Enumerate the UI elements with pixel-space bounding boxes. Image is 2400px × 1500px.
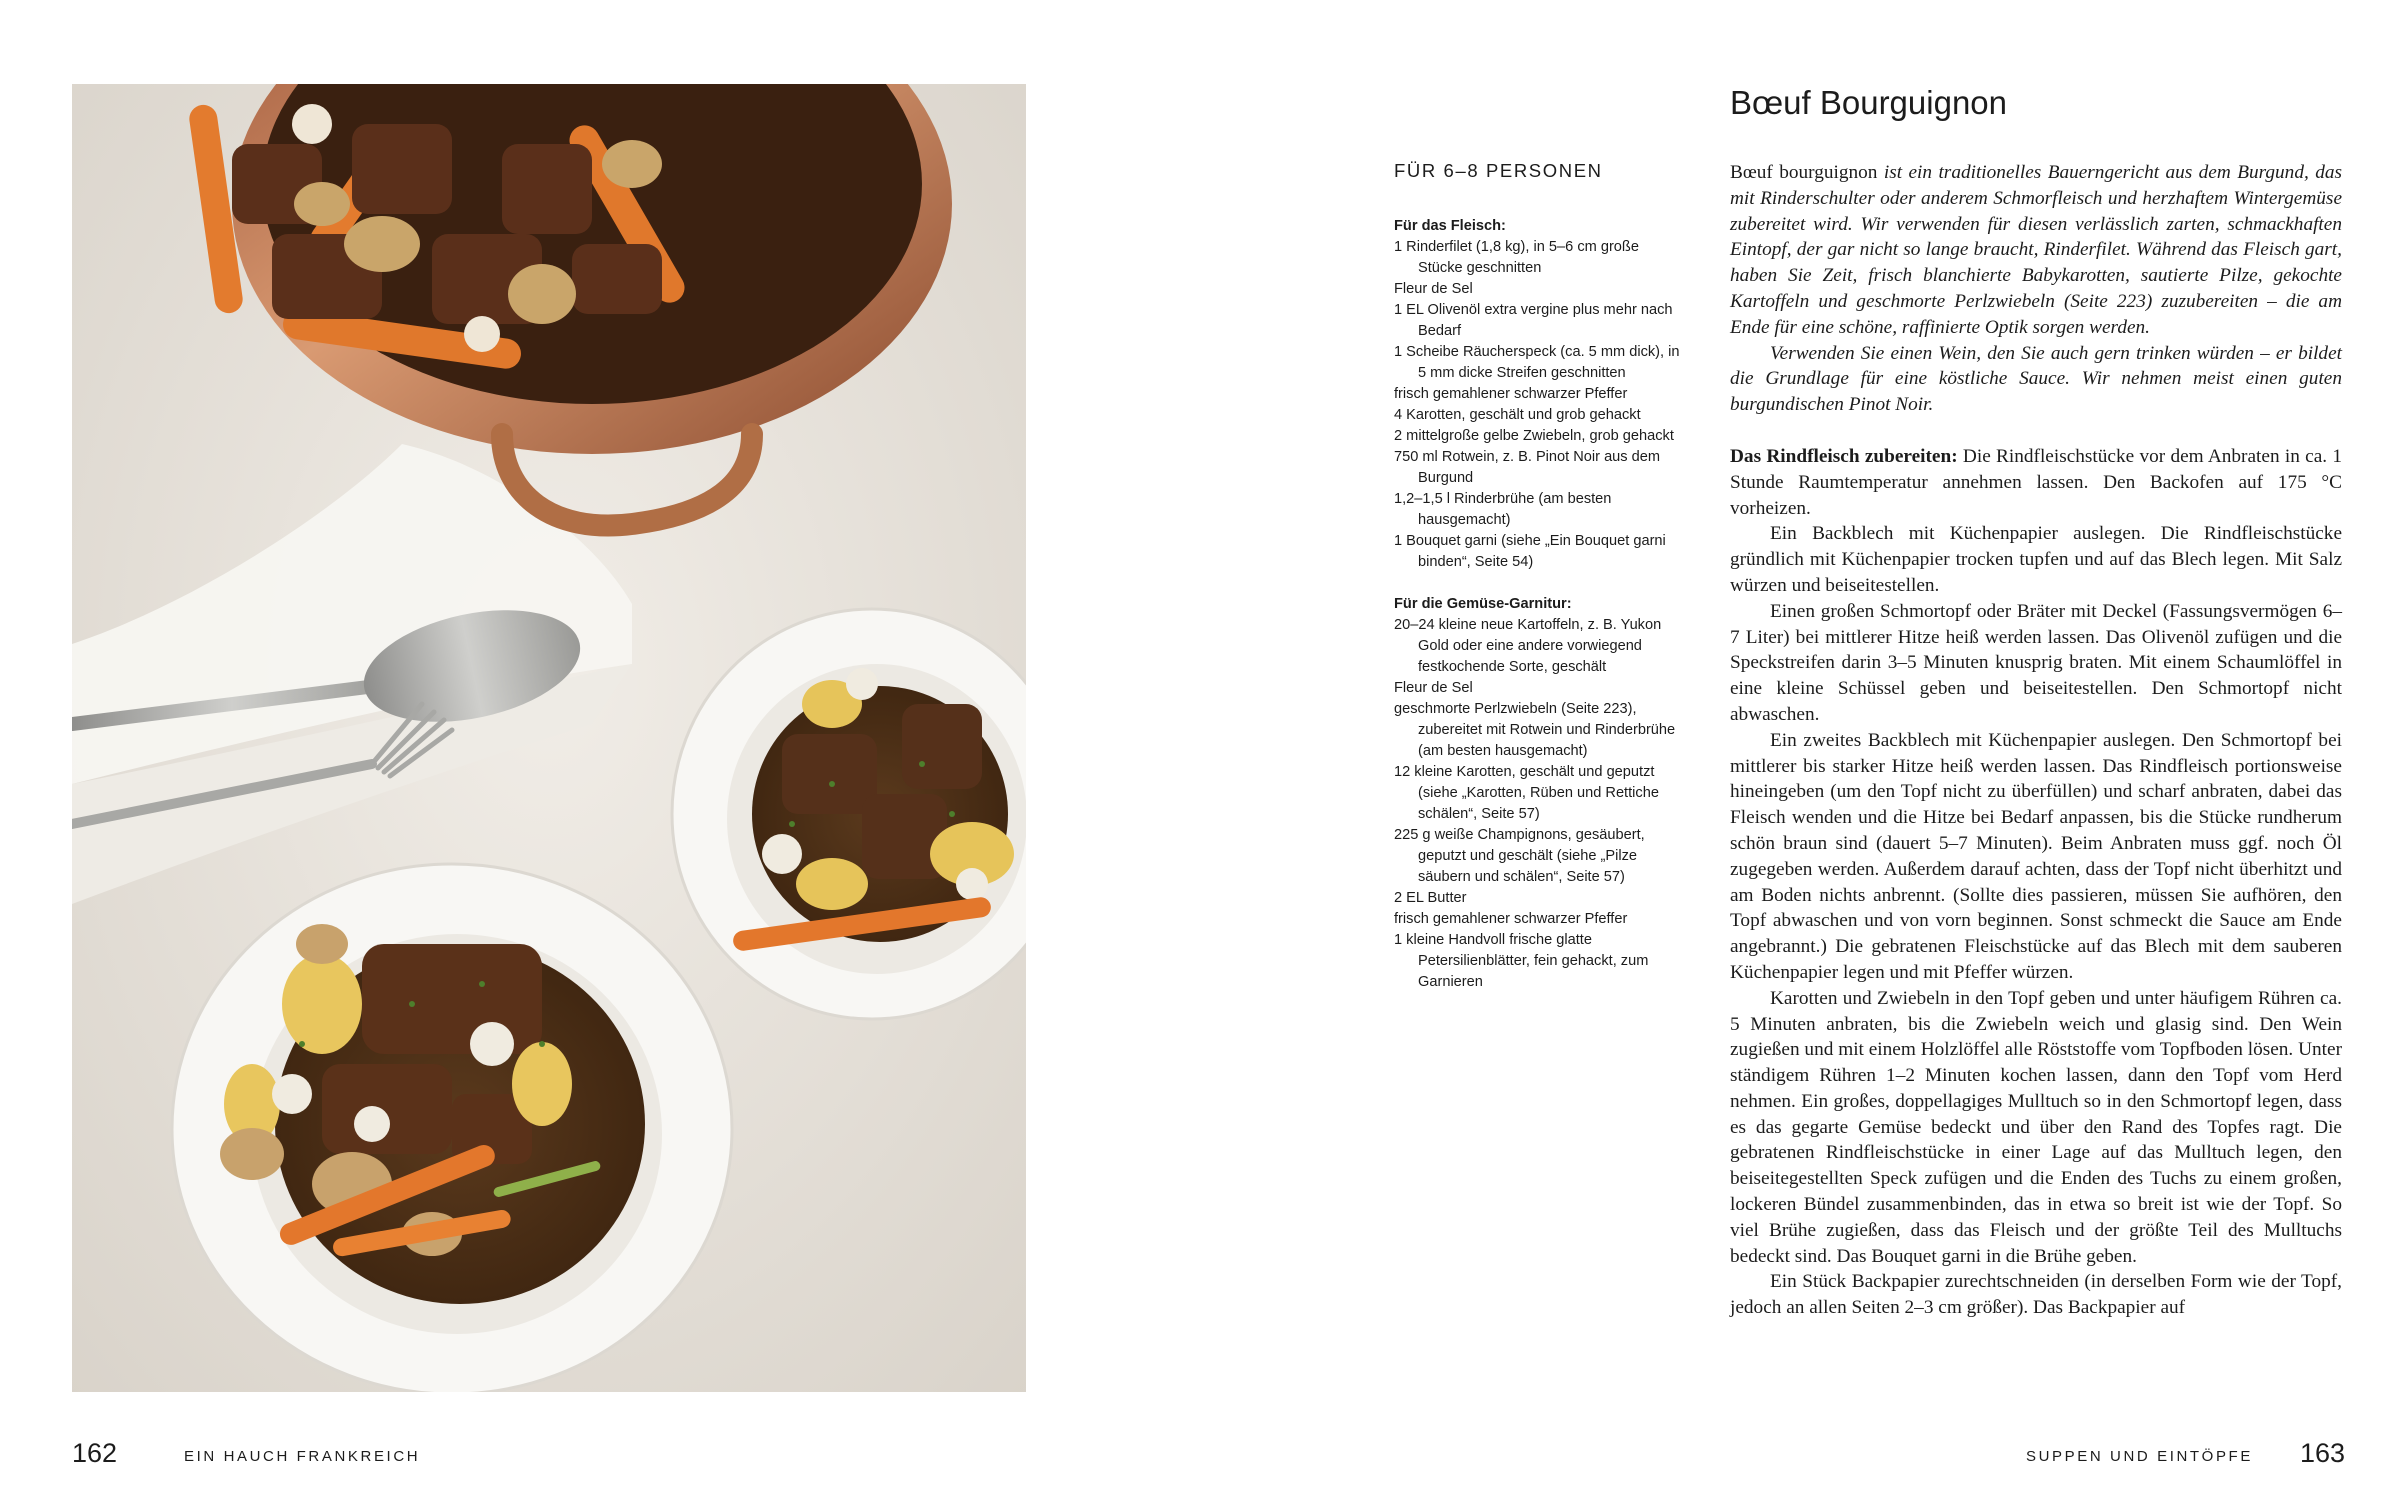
ingredient-item: 2 EL Butter (1394, 890, 1467, 906)
running-title-left: EIN HAUCH FRANKREICH (184, 1448, 421, 1465)
food-photo (72, 84, 1026, 1392)
ingredient-group-heading: Für die Gemüse-Garnitur: (1394, 596, 1572, 612)
method-paragraph: Ein zweites Backblech mit Küchenpapier auslegen. Den Schmortopf bei mittlerer bis starker Hitze heiß werden lassen. Das Rindfleisch portionsweise hineingeben (um den Topf nicht zu überfüllen) und scharf anbraten, dabei das Fleisch wenden und die Hitze bei Bedarf anpassen, bis die Stücke rundherum schön braun sind (dauert 5–7 Minuten). Beim Anbraten muss ggf. noch Öl zugegeben werden. Außerdem darauf achten, dass der Topf nicht überhitzt und am Boden nichts anbrennt. (Sollte dies passieren, müssen Sie aufhören, den Topf abwaschen und von vorn beginnen. Sonst schmeckt die Sauce am Ende angebrannt.) Die gebratenen Fleischstücke auf das Blech mit dem sauberen Küchenpapier legen und mit Pfeffer würzen. (1730, 729, 2342, 983)
right-page (1200, 0, 2400, 1500)
method-paragraph: Karotten und Zwiebeln in den Topf geben und unter häufigem Rühren ca. 5 Minuten anbraten, bis die Zwiebeln weich und glasig sind. Den Wein zugießen und mit einem Holzlöffel alle Röststoffe vom Topfboden lösen. Unter ständigem Rühren 1–2 Minuten kochen lassen, dann den Topf vom Herd nehmen. Ein großes, doppellagiges Mulltuch so in den Schmortopf legen, dass es das gegarte Gemüse bedeckt und über den Rand des Topfes ragt. Die gebratenen Rindfleischstücke in einer Lage auf das Mulltuch legen, den beiseitegestellten Speck zufügen und die Enden des Tuchs zu einem großen, lockeren Bündel zusammenbinden, das in etwa so breit ist wie der Topf. So viel Brühe zugießen, dass das Fleisch und der größte Teil des Mulltuchs bedeckt sind. Das Bouquet garni in die Brühe geben. (1730, 987, 2342, 1267)
ingredient-item: 20–24 kleine neue Kartoffeln, z. B. Yukon Gold oder eine andere vorwiegend festkochende Sorte, geschält (1394, 617, 1662, 675)
method-paragraph: Ein Backblech mit Küchenpapier auslegen. Die Rindfleischstücke gründlich mit Küchenpapier trocken tupfen und auf das Blech legen. Mit Salz würzen und beiseitestellen. (1730, 523, 2342, 596)
ingredient-item: 225 g weiße Champignons, gesäubert, geputzt und geschält (siehe „Pilze säubern und schälen“, Seite 57) (1394, 827, 1645, 885)
wine-paragraph: Verwenden Sie einen Wein, den Sie auch gern trinken würden – er bildet die Grundlage für eine köstliche Sauce. Wir nehmen meist einen guten burgundischen Pinot Noir. (1730, 342, 2342, 416)
ingredient-group-heading: Für das Fleisch: (1394, 218, 1506, 234)
ingredient-group-meat (1394, 216, 1684, 573)
ingredient-item: Fleur de Sel (1394, 680, 1473, 696)
ingredient-item: 12 kleine Karotten, geschält und geputzt (siehe „Karotten, Rüben und Rettiche schälen“, Seite 57) (1394, 764, 1659, 822)
page-number-left: 162 (72, 1438, 118, 1468)
ingredient-item: 1 kleine Handvoll frische glatte Petersilienblätter, fein gehackt, zum Garnieren (1394, 932, 1649, 990)
ingredient-item: 1,2–1,5 l Rinderbrühe (am besten hausgemacht) (1394, 491, 1612, 528)
ingredient-item: frisch gemahlener schwarzer Pfeffer (1394, 911, 1628, 927)
recipe-body (1730, 160, 2342, 1321)
ingredient-item: 750 ml Rotwein, z. B. Pinot Noir aus dem Burgund (1394, 449, 1661, 486)
method-paragraph: Einen großen Schmortopf oder Bräter mit Deckel (Fassungsvermögen 6–7 Liter) bei mittlerer Hitze heiß werden lassen. Das Olivenöl zufügen und die Speckstreifen darin 3–5 Minuten knusprig braten. Mit einem Schaumlöffel in eine kleine Schüssel geben und beiseitestellen. Den Schmortopf nicht abwaschen. (1730, 600, 2342, 725)
food-photo-illustration (72, 84, 1026, 1392)
ingredient-item: 1 Scheibe Räucherspeck (ca. 5 mm dick), in 5 mm dicke Streifen geschnitten (1394, 344, 1680, 381)
method-paragraph (1730, 444, 2342, 521)
intro-text: ist ein traditionelles Bauerngericht aus dem Burgund, das mit Rinderschulter oder anderem Schmorfleisch und herzhaftem Wintergemüse zubereitet wird. Wir verwenden für diesen verlässlich zarten, schmackhaften Eintopf, der gar nicht so lange braucht, Rinderfilet. Während das Fleisch gart, haben Sie Zeit, frisch blanchierte Babykarotten, sautierte Pilze, gekochte Kartoffeln und geschmorte Perlzwiebeln (Seite 223) zuzubereiten – die am Ende für eine schöne, raffinierte Optik sorgen werden. (1730, 162, 2342, 338)
method-text: Die Rindfleischstücke vor dem Anbraten in ca. 1 Stunde Raumtemperatur annehmen lassen. Den Backofen auf 175 °C vorheizen. (1730, 445, 2342, 519)
ingredient-item: 1 Rinderfilet (1,8 kg), in 5–6 cm große Stücke geschnitten (1394, 239, 1639, 276)
servings-label: FÜR 6–8 PERSONEN (1394, 160, 1603, 181)
intro-paragraph (1730, 160, 2342, 341)
ingredient-item: frisch gemahlener schwarzer Pfeffer (1394, 386, 1628, 402)
ingredient-item: 1 Bouquet garni (siehe „Ein Bouquet garni binden“, Seite 54) (1394, 533, 1666, 570)
page-number-right: 163 (2300, 1438, 2346, 1468)
ingredient-list (1394, 216, 1684, 1014)
ingredient-item: 2 mittelgroße gelbe Zwiebeln, grob gehackt (1394, 428, 1674, 444)
method-paragraph: Ein Stück Backpapier zurechtschneiden (in derselben Form wie der Topf, jedoch an allen Seiten 2–3 cm größer). Das Backpapier auf (1730, 1271, 2342, 1319)
ingredient-item: 4 Karotten, geschält und grob gehackt (1394, 407, 1641, 423)
ingredient-item: 1 EL Olivenöl extra vergine plus mehr nach Bedarf (1394, 302, 1673, 339)
running-title-right: SUPPEN UND EINTÖPFE (2026, 1448, 2253, 1465)
ingredient-item: geschmorte Perlzwiebeln (Seite 223), zubereitet mit Rotwein und Rinderbrühe (am besten hausgemacht) (1394, 701, 1676, 759)
ingredient-group-garnish (1394, 594, 1684, 993)
method-step-heading: Das Rindfleisch zubereiten: (1730, 445, 1958, 467)
dish-name: Bœuf bourguignon (1730, 162, 1878, 183)
recipe-title: Bœuf Bourguignon (1730, 84, 2008, 121)
ingredient-item: Fleur de Sel (1394, 281, 1473, 297)
